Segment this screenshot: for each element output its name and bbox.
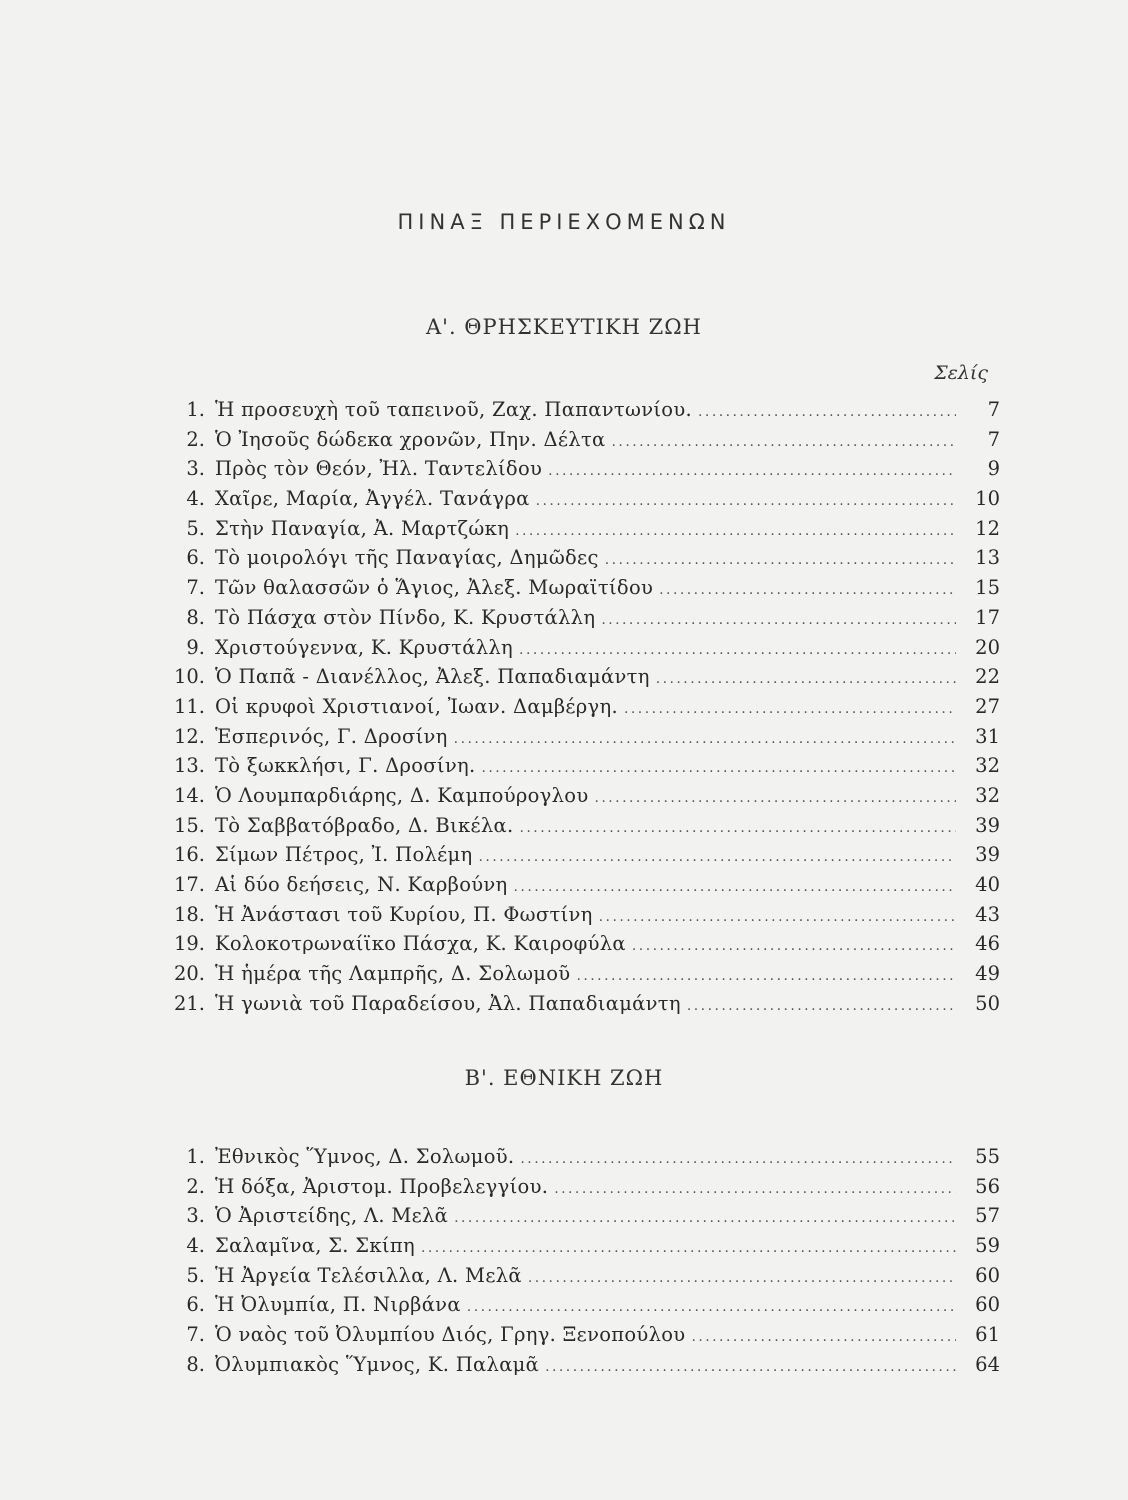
toc-entry-number: 21. — [173, 991, 205, 1015]
toc-entry-number: 8. — [186, 605, 205, 629]
toc-entry-number: 1. — [186, 1145, 205, 1168]
toc-entry-title: Τὸ Σαββατόβραδο, Δ. Βικέλα. — [215, 813, 514, 837]
toc-entry-title: Ἡ γωνιὰ τοῦ Παραδείσου, Ἀλ. Παπαδιαμάντη — [215, 991, 681, 1015]
toc-entry-number: 1. — [186, 398, 205, 421]
toc-entry-title: Ὁ Παπᾶ - Διανέλλος, Ἀλεξ. Παπαδιαμάντη — [215, 665, 650, 689]
toc-entry — [165, 1172, 1000, 1202]
toc-entry-number: 3. — [186, 1204, 205, 1228]
toc-entry — [165, 603, 1000, 633]
toc-entry-title: Τὸ ξωκκλήσι, Γ. Δροσίνη. — [215, 754, 476, 778]
toc-entry-title: Ἡ δόξα, Ἀριστομ. Προβελεγγίου. — [215, 1174, 549, 1198]
toc-entry-number: 5. — [186, 1263, 205, 1287]
toc-entry-title: Τῶν θαλασσῶν ὁ Ἅγιος, Ἀλεξ. Μωραϊτίδου — [215, 576, 654, 600]
toc-entry — [165, 543, 1000, 573]
toc-entry — [165, 781, 1000, 811]
toc-entry-page: 39 — [975, 843, 1000, 867]
page-title: ΠΙΝΑΞ ΠΕΡΙΕΧΟΜΕΝΩΝ — [397, 210, 731, 234]
toc-entry-title: Ὁ Ἀριστείδης, Λ. Μελᾶ — [215, 1204, 449, 1228]
toc-entry — [165, 1290, 1000, 1320]
toc-entry-title: Σαλαμῖνα, Σ. Σκίπη — [215, 1234, 415, 1258]
toc-entry-number: 6. — [186, 1293, 205, 1317]
toc-entry-page: 20 — [975, 635, 1000, 659]
toc-entry-number: 8. — [186, 1352, 205, 1376]
toc-entry — [165, 484, 1000, 514]
toc-leader-dots — [520, 814, 957, 844]
toc-entry — [165, 751, 1000, 781]
page-column-label: Σελίς — [934, 362, 988, 384]
toc-entry-title: Τὸ Πάσχα στὸν Πίνδο, Κ. Κρυστάλλη — [215, 605, 596, 629]
toc-leader-dots — [479, 843, 957, 873]
toc-entry-page: 57 — [975, 1204, 1000, 1228]
toc-entry-title: Κολοκοτρωναίϊκο Πάσχα, Κ. Καιροφύλα — [215, 932, 626, 956]
toc-leader-dots — [554, 1175, 956, 1205]
toc-entry-number: 9. — [186, 635, 205, 659]
toc-entry-title: Ἡ προσευχὴ τοῦ ταπεινοῦ, Ζαχ. Παπαντωνίου. — [215, 398, 693, 421]
toc-entry-number: 3. — [186, 457, 205, 481]
toc-entry-page: 22 — [975, 665, 1000, 689]
toc-leader-dots — [514, 873, 956, 903]
toc-entry-page: 17 — [975, 605, 1000, 629]
toc-entry-page: 32 — [975, 754, 1000, 778]
toc-leader-dots — [632, 932, 956, 962]
toc-entry-page: 12 — [975, 516, 1000, 540]
toc-entry-page: 60 — [975, 1263, 1000, 1287]
toc-entry — [165, 395, 1000, 425]
toc-entry-number: 19. — [173, 932, 205, 956]
toc-entry-number: 18. — [173, 902, 205, 926]
toc-entry-title: Ὀλυμπιακὸς Ὕμνος, Κ. Παλαμᾶ — [215, 1352, 540, 1376]
toc-entry-title: Ὁ Λουμπαρδιάρης, Δ. Καμπούρογλου — [215, 783, 589, 807]
toc-entry — [165, 811, 1000, 841]
toc-entry — [165, 1142, 1000, 1172]
toc-entry-title: Χριστούγεννα, Κ. Κρυστάλλη — [215, 635, 514, 659]
toc-entry — [165, 959, 1000, 989]
toc-entry — [165, 929, 1000, 959]
toc-leader-dots — [698, 398, 956, 428]
toc-entry — [165, 1201, 1000, 1231]
toc-entry-page: 60 — [975, 1293, 1000, 1317]
toc-entry-title: Πρὸς τὸν Θεόν, Ἠλ. Ταντελίδου — [215, 457, 543, 481]
toc-entry-page: 31 — [975, 724, 1000, 748]
toc-entry-page: 15 — [975, 576, 1000, 600]
toc-entry-number: 15. — [173, 813, 205, 837]
toc-entry-page: 61 — [975, 1323, 1000, 1347]
toc-leader-dots — [467, 1293, 956, 1323]
toc-entry — [165, 454, 1000, 484]
toc-entry — [165, 1350, 1000, 1380]
toc-entry-title: Ἐθνικὸς Ὕμνος, Δ. Σολωμοῦ. — [215, 1145, 515, 1168]
toc-entry-number: 4. — [186, 487, 205, 511]
toc-entry — [165, 722, 1000, 752]
toc-leader-dots — [519, 636, 956, 666]
toc-entry-page: 10 — [975, 487, 1000, 511]
toc-entry-page: 7 — [987, 398, 1000, 421]
toc-leader-dots — [656, 665, 956, 695]
toc-leader-dots — [601, 606, 956, 636]
toc-entry-number: 10. — [173, 665, 205, 689]
toc-entry-number: 13. — [173, 754, 205, 778]
toc-entry-number: 2. — [186, 1174, 205, 1198]
toc-entry-page: 43 — [975, 902, 1000, 926]
toc-entry-number: 5. — [186, 516, 205, 540]
toc-entry-page: 9 — [987, 457, 1000, 481]
toc-entry-title: Τὸ μοιρολόγι τῆς Παναγίας, Δημῶδες — [215, 546, 599, 570]
toc-leader-dots — [659, 576, 956, 606]
toc-entry-page: 39 — [975, 813, 1000, 837]
toc-entry — [165, 692, 1000, 722]
toc-entry-page: 27 — [975, 694, 1000, 718]
toc-entry-number: 7. — [186, 576, 205, 600]
toc-entry — [165, 900, 1000, 930]
toc-leader-dots — [454, 725, 956, 755]
toc-entry — [165, 514, 1000, 544]
toc-leader-dots — [594, 784, 956, 814]
toc-entry — [165, 1261, 1000, 1291]
toc-entry-title: Ἡ Ὀλυμπία, Π. Νιρβάνα — [215, 1293, 461, 1317]
toc-entry-number: 16. — [173, 843, 205, 867]
toc-entry-title: Ἡ Ἀργεία Τελέσιλλα, Λ. Μελᾶ — [215, 1263, 522, 1287]
section-b-heading: Β'. ΕΘΝΙΚΗ ΖΩΗ — [464, 1066, 664, 1090]
toc-entry — [165, 573, 1000, 603]
toc-entry-page: 59 — [975, 1234, 1000, 1258]
toc-leader-dots — [528, 1264, 956, 1294]
toc-leader-dots — [605, 546, 956, 576]
toc-entry — [165, 1231, 1000, 1261]
toc-leader-dots — [515, 517, 956, 547]
toc-leader-dots — [599, 903, 956, 933]
toc-entry-number: 7. — [186, 1323, 205, 1347]
toc-entry-page: 55 — [975, 1145, 1000, 1168]
toc-section-a — [165, 395, 1000, 1018]
toc-leader-dots — [691, 1323, 956, 1353]
toc-entry-page: 46 — [975, 932, 1000, 956]
toc-entry-title: Ἑσπερινός, Γ. Δροσίνη — [215, 724, 448, 748]
toc-entry — [165, 870, 1000, 900]
toc-entry — [165, 633, 1000, 663]
toc-entry-page: 50 — [975, 991, 1000, 1015]
toc-entry-page: 40 — [975, 873, 1000, 896]
toc-leader-dots — [520, 1145, 956, 1175]
toc-entry-number: 17. — [173, 873, 205, 896]
toc-section-b — [165, 1142, 1000, 1380]
toc-entry-title: Χαῖρε, Μαρία, Ἀγγέλ. Τανάγρα — [215, 487, 530, 511]
toc-entry — [165, 840, 1000, 870]
toc-leader-dots — [545, 1353, 956, 1383]
toc-entry-page: 13 — [975, 546, 1000, 570]
toc-entry-title: Ὁ ναὸς τοῦ Ὀλυμπίου Διός, Γρηγ. Ξενοπούλου — [215, 1323, 686, 1347]
toc-entry — [165, 989, 1000, 1019]
toc-entry-number: 6. — [186, 546, 205, 570]
toc-entry-number: 20. — [173, 962, 205, 986]
toc-leader-dots — [576, 962, 956, 992]
toc-entry-title: Οἱ κρυφοὶ Χριστιανοί, Ἰωαν. Δαμβέργη. — [215, 694, 618, 718]
section-a-heading: Α'. ΘΡΗΣΚΕΥΤΙΚΗ ΖΩΗ — [426, 315, 702, 339]
toc-leader-dots — [481, 754, 956, 784]
toc-leader-dots — [548, 457, 956, 487]
toc-entry — [165, 662, 1000, 692]
toc-entry-page: 7 — [987, 427, 1000, 451]
toc-entry-page: 49 — [975, 962, 1000, 986]
toc-leader-dots — [624, 695, 956, 725]
toc-entry-title: Στὴν Παναγία, Ἀ. Μαρτζώκη — [215, 516, 510, 540]
toc-entry-page: 64 — [975, 1352, 1000, 1376]
toc-leader-dots — [536, 487, 956, 517]
toc-entry — [165, 425, 1000, 455]
toc-entry-title: Αἱ δύο δεήσεις, Ν. Καρβούνη — [215, 873, 508, 896]
toc-leader-dots — [421, 1234, 956, 1264]
toc-entry-page: 56 — [975, 1174, 1000, 1198]
toc-leader-dots — [687, 992, 956, 1022]
toc-leader-dots — [454, 1204, 956, 1234]
toc-entry — [165, 1320, 1000, 1350]
toc-entry-title: Ἡ Ἀνάστασι τοῦ Κυρίου, Π. Φωστίνη — [215, 902, 593, 926]
toc-entry-page: 32 — [975, 783, 1000, 807]
toc-entry-title: Ὁ Ἰησοῦς δώδεκα χρονῶν, Πην. Δέλτα — [215, 427, 606, 451]
toc-entry-number: 12. — [173, 724, 205, 748]
toc-entry-title: Σίμων Πέτρος, Ἰ. Πολέμη — [215, 843, 473, 867]
toc-leader-dots — [612, 428, 956, 458]
toc-entry-number: 14. — [173, 783, 205, 807]
toc-entry-number: 11. — [173, 694, 205, 718]
toc-entry-number: 4. — [186, 1234, 205, 1258]
toc-entry-title: Ἡ ἡμέρα τῆς Λαμπρῆς, Δ. Σολωμοῦ — [215, 962, 571, 986]
toc-entry-number: 2. — [186, 427, 205, 451]
